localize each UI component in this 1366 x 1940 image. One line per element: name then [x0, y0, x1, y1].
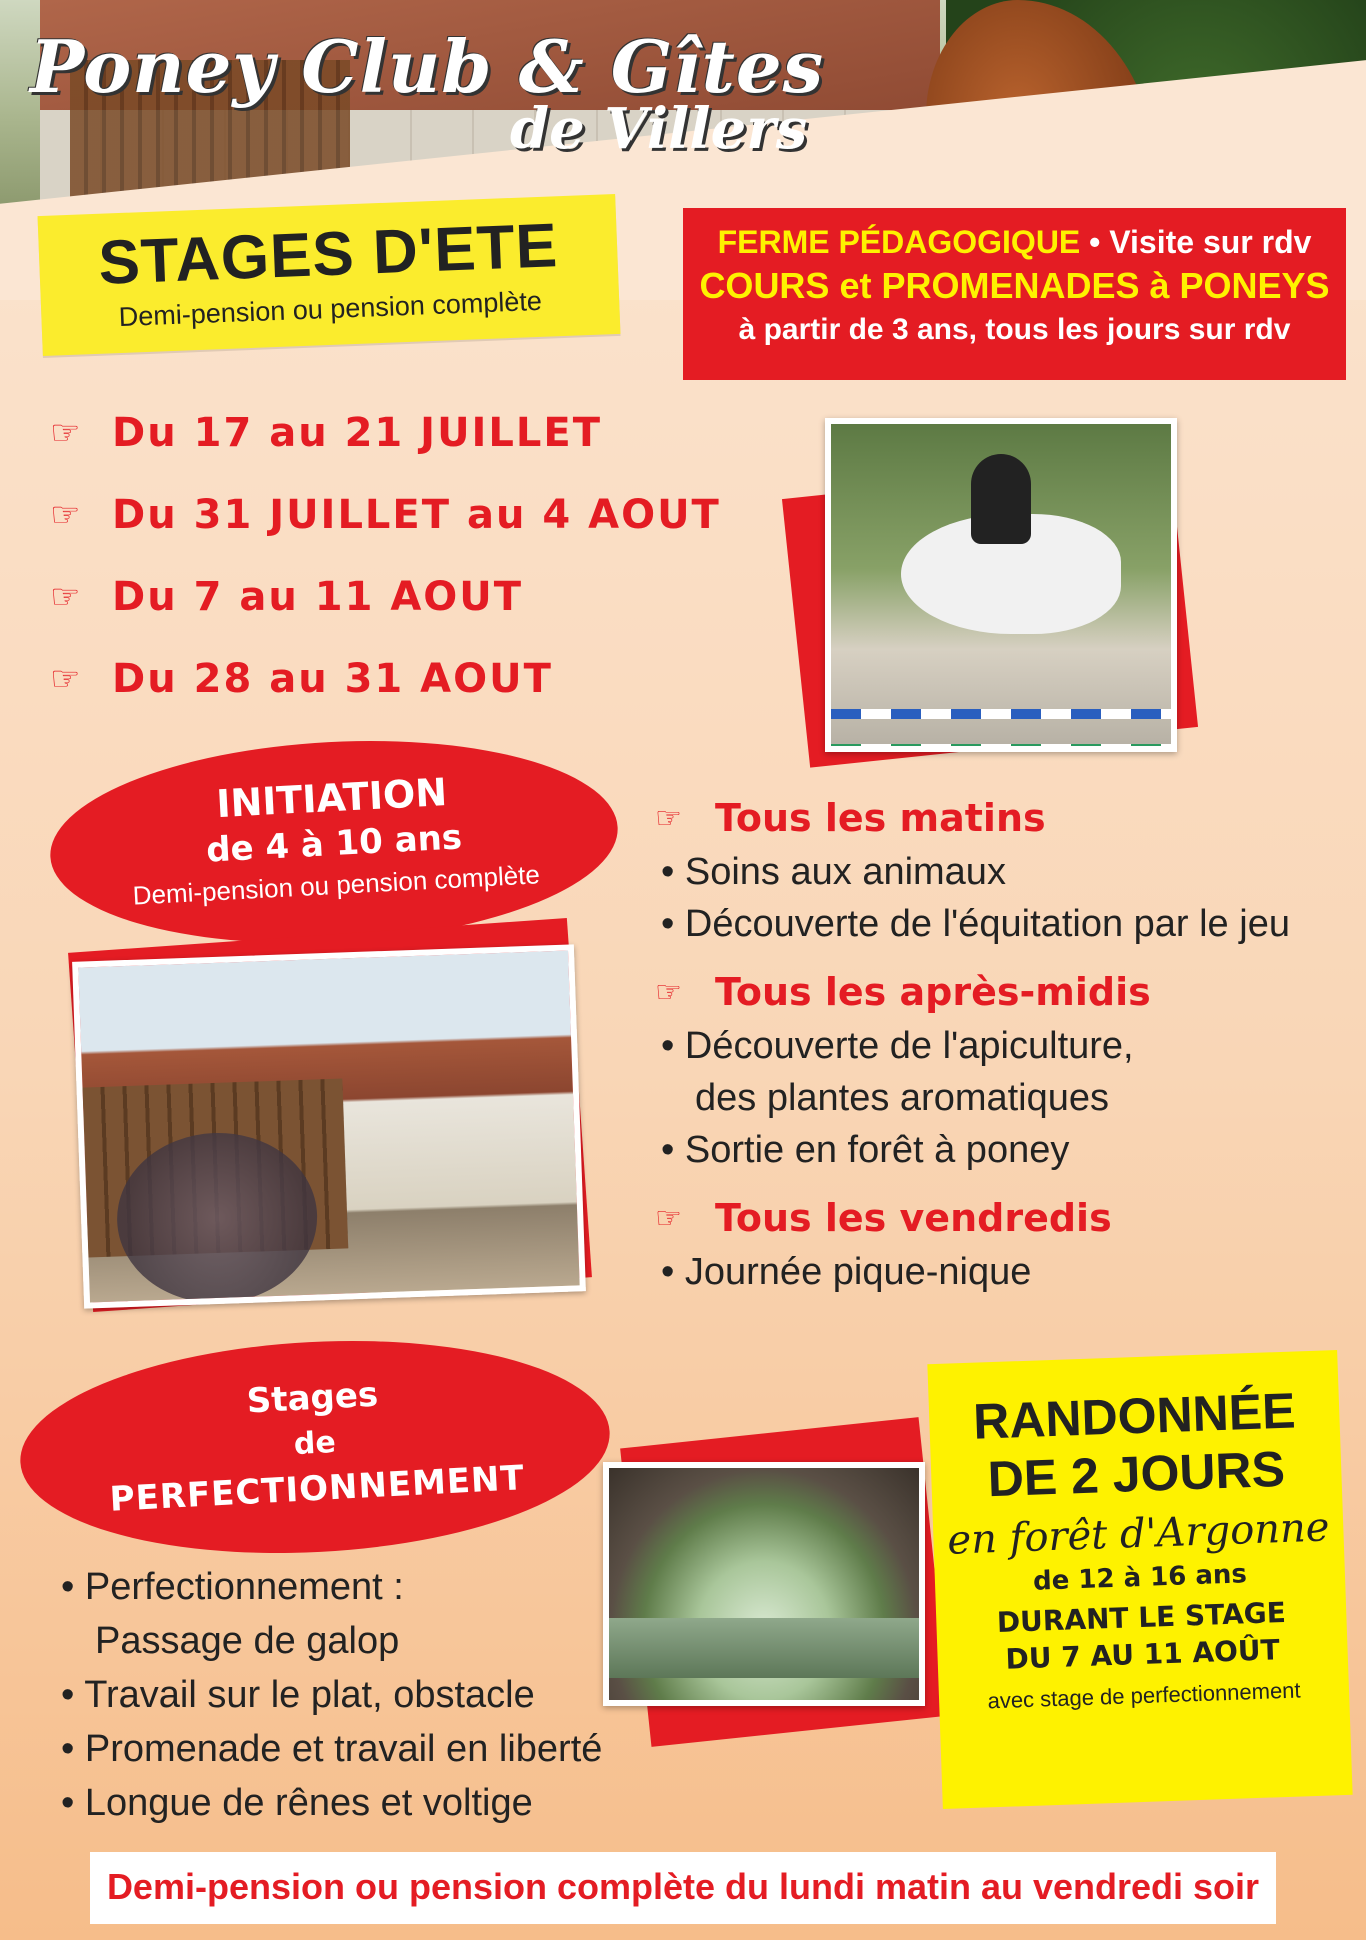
- date-item: [50, 392, 810, 474]
- perfectionnement-badge: [15, 1327, 615, 1568]
- list-item-text: Longue de rênes et voltige: [84, 1782, 533, 1824]
- bullet-icon: •: [61, 1566, 75, 1608]
- pointing-hand-icon: ☞: [50, 577, 81, 617]
- initiation-subtitle: Demi-pension ou pension complète: [131, 859, 541, 911]
- initiation-title: INITIATION: [215, 770, 449, 827]
- list-item-text: Sortie en forêt à poney: [684, 1129, 1070, 1171]
- perf-line3: PERFECTIONNEMENT: [108, 1458, 526, 1520]
- stages-ete-subtitle: Demi-pension ou pension complète: [118, 285, 543, 333]
- date-item: [50, 556, 810, 638]
- list-item: [655, 1124, 1355, 1176]
- initiation-age: de 4 à 10 ans: [205, 817, 463, 871]
- randonnee-title: RANDONNÉE: [972, 1382, 1297, 1450]
- randonnee-during: DURANT LE STAGE: [996, 1595, 1287, 1640]
- list-item-text: Promenade et travail en liberté: [84, 1728, 603, 1770]
- dates-list: [50, 392, 810, 720]
- list-item-text: Perfectionnement :: [84, 1566, 404, 1608]
- activities-list: [655, 790, 1355, 1298]
- jumping-photo: [825, 418, 1177, 752]
- randonnee-location: en forêt d'Argonne: [946, 1504, 1331, 1564]
- pointing-hand-icon: ☞: [655, 1200, 682, 1236]
- stages-ete-title: STAGES D'ETE: [97, 211, 560, 298]
- randonnee-box: [927, 1350, 1352, 1809]
- bullet-icon: •: [61, 1728, 75, 1770]
- ferme-age-info: à partir de 3 ans, tous les jours sur rdv: [738, 313, 1291, 346]
- perf-line1: Stages: [245, 1374, 380, 1422]
- bullet-icon: •: [661, 851, 675, 893]
- list-item-text: Découverte de l'apiculture,: [684, 1025, 1134, 1067]
- randonnee-dates: DU 7 AU 11 AOÛT: [1004, 1633, 1281, 1676]
- logo-title: Poney Club & Gîtes: [30, 24, 825, 109]
- date-text: Du 31 JUILLET au 4 AOUT: [112, 492, 721, 538]
- house-photo: [72, 944, 586, 1308]
- stages-ete-box: [38, 194, 621, 356]
- section-heading: [655, 790, 1355, 846]
- section-heading: [655, 1190, 1355, 1246]
- randonnee-age: de 12 à 16 ans: [1032, 1559, 1248, 1597]
- list-item: [655, 846, 1355, 898]
- perf-line2: de: [293, 1424, 337, 1463]
- section-heading: [655, 964, 1355, 1020]
- pointing-hand-icon: ☞: [655, 974, 682, 1010]
- randonnee-duration: DE 2 JOURS: [986, 1440, 1286, 1508]
- list-item-continuation: Passage de galop: [95, 1620, 400, 1662]
- list-item: [55, 1560, 655, 1614]
- date-item: [50, 638, 810, 720]
- matins-title: Tous les matins: [715, 796, 1046, 840]
- ferme-title: FERME PÉDAGOGIQUE: [717, 224, 1081, 260]
- date-item: [50, 474, 810, 556]
- ferme-visite: • Visite sur rdv: [1089, 224, 1312, 260]
- list-item: [55, 1776, 655, 1830]
- vendredis-title: Tous les vendredis: [715, 1196, 1112, 1240]
- pointing-hand-icon: ☞: [50, 413, 81, 453]
- footer-banner: [90, 1852, 1276, 1924]
- list-item: [655, 1246, 1355, 1298]
- bullet-icon: •: [61, 1674, 75, 1716]
- list-item: [55, 1668, 655, 1722]
- date-text: Du 7 au 11 AOUT: [112, 574, 524, 620]
- logo: [30, 14, 930, 164]
- cours-promenades: COURS et PROMENADES à PONEYS: [699, 265, 1330, 306]
- bullet-icon: •: [661, 1251, 675, 1293]
- logo-subtitle: de Villers: [510, 96, 808, 162]
- bullet-icon: •: [661, 903, 675, 945]
- apres-midis-title: Tous les après-midis: [715, 970, 1151, 1014]
- pointing-hand-icon: ☞: [655, 800, 682, 836]
- date-text: Du 17 au 21 JUILLET: [112, 410, 603, 456]
- list-item-text: Journée pique-nique: [684, 1251, 1032, 1293]
- perfectionnement-list: [55, 1560, 655, 1830]
- house-photo-frame: [60, 935, 600, 1315]
- date-text: Du 28 au 31 AOUT: [112, 656, 553, 702]
- list-item-continuation: des plantes aromatiques: [695, 1077, 1110, 1119]
- bullet-icon: •: [61, 1782, 75, 1824]
- footer-text: Demi-pension ou pension complète du lundi matin au vendredi soir: [106, 1866, 1260, 1907]
- ferme-box: [683, 208, 1346, 380]
- jumping-photo-frame: [795, 418, 1195, 758]
- list-item-text: Soins aux animaux: [684, 851, 1006, 893]
- randonnee-note: avec stage de perfectionnement: [987, 1677, 1301, 1714]
- list-item: [55, 1722, 655, 1776]
- list-item: [655, 1020, 1355, 1072]
- list-item-text: Découverte de l'équitation par le jeu: [684, 903, 1290, 945]
- pointing-hand-icon: ☞: [50, 659, 81, 699]
- list-item: [655, 898, 1355, 950]
- bullet-icon: •: [661, 1129, 675, 1171]
- pointing-hand-icon: ☞: [50, 495, 81, 535]
- list-item-text: Travail sur le plat, obstacle: [84, 1674, 535, 1716]
- bullet-icon: •: [661, 1025, 675, 1067]
